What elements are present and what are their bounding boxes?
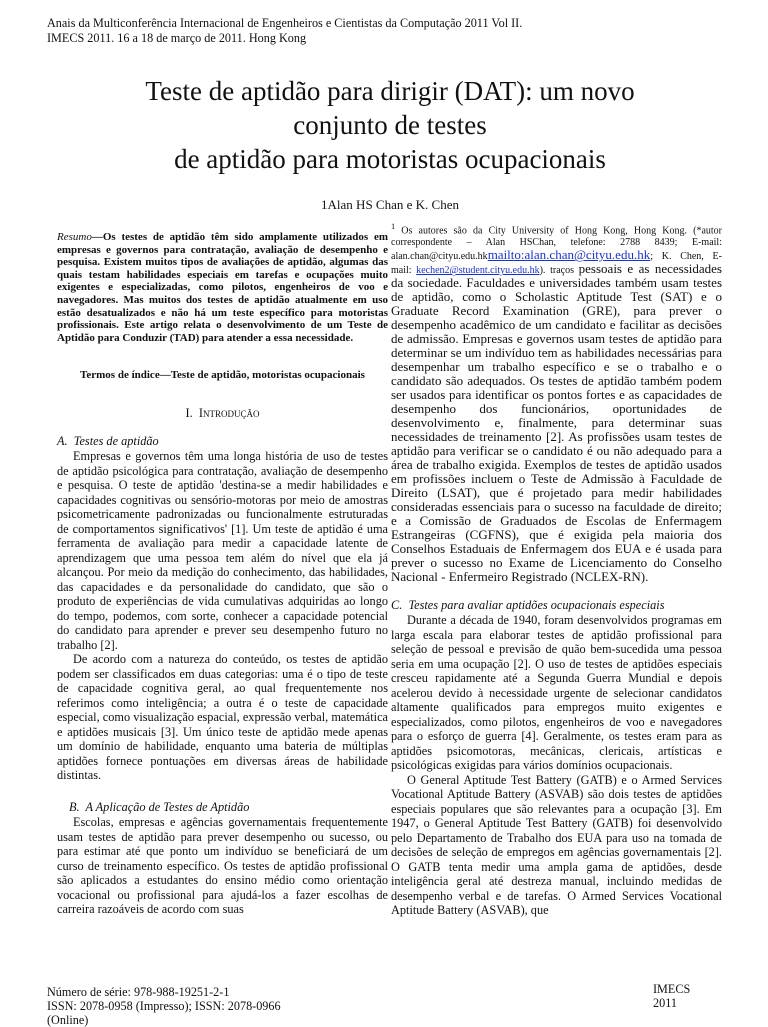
subsection-c-label: C. — [391, 598, 403, 612]
footnote-text: Os autores são da City University of Hong Kong, Hong Kong. (*autor correspondente – Alan HSChan, telefone: 2788 8439; E-mail: alan.chan@cityu.edu.hk — [391, 225, 722, 263]
title-line-2: conjunto de testes — [293, 110, 487, 140]
paragraph: Empresas e governos têm uma longa história de uso de testes de aptidão psicológica para contratação, avaliação de desempenho e pesquisa. O teste de aptidão 'destina-se a medir habilidades e capacidades cognitivas ou sensório-motoras por meio de amostras psicometricamente padronizadas ou funcionalmente estruturadas de comportamentos significativos' [1]. Um teste de aptidão é uma ferramenta de avaliação para medir a capacidade latente de aprendizagem que uma pessoa tem além do nível que ela já alcançou. Por meio da medição do conhecimento, das habilidades, das capacidades e da personalidade do candidato, que são o produto de experiências de vida cumulativas adquiridas ao longo do tempo, podemos, com sorte, conhecer a capacidade potencial do candidato para aprender e prever seu desempenho futuro no trabalho [2]. — [57, 449, 388, 652]
subsection-a-block — [57, 434, 388, 783]
paper-title — [70, 74, 710, 176]
title-line-1: Teste de aptidão para dirigir (DAT): um novo — [145, 76, 635, 106]
footnote-text: ). traços — [539, 265, 579, 277]
section-heading-1 — [57, 406, 388, 421]
section-title: Introdução — [198, 406, 260, 420]
footnote-mark: 1 — [391, 222, 396, 231]
serial-number: Número de série: 978-988-19251-2-1 — [47, 985, 230, 999]
authors: 1Alan HS Chan e K. Chen — [321, 197, 459, 212]
subsection-c-heading — [391, 598, 722, 613]
footnote-text: ; K. Chen, E-mail: — [391, 251, 722, 277]
running-header — [47, 16, 522, 46]
section-number: I. — [185, 406, 193, 420]
subsection-c-block — [391, 598, 722, 918]
subsection-b-heading — [57, 800, 388, 815]
abstract-label: Resumo — [57, 231, 92, 243]
abstract — [57, 231, 388, 344]
paragraph: De acordo com a natureza do conteúdo, os testes de aptidão podem ser classificados em duas categorias: uma é o tipo de teste de capacidade cognitiva geral, ao qual frequentemente nos referimos como inteligência; a outra é o teste de capacidade especial, como visualização espacial, expressão verbal, matemática e aptidões musicais [3]. Um único teste de aptidão mede apenas um domínio de habilidade, enquanto uma bateria de múltiplas aptidões fornece pontuações em diversas áreas de habilidade distintas. — [57, 652, 388, 782]
subsection-b-block — [57, 800, 388, 917]
issn: ISSN: 2078-0958 (Impresso); ISSN: 2078-0966 — [47, 999, 281, 1013]
paragraph-continued: pessoais e as necessidades da sociedade. Faculdades e universidades também usam testes de aptidão, como o Scholastic Aptitude Test (SAT) e o Graduate Record Examination (GRE), para prever o desempenho acadêmico de um candidato e facilitar as decisões de admissão. Empresas e governos usam testes de aptidão para determinar se um indivíduo tem as habilidades necessárias para desempenhar um trabalho específico e se o trabalho e o candidato são adequados. Os testes de aptidão também podem ser usados para identificar os pontos fortes e as capacidades de desempenho dos funcionários, oportunidades de desenvolvimento e, finalmente, para determinar suas necessidades de treinamento [2]. As profissões usam testes de aptidão para verificar se o candidato é ou não adequado para a área de trabalho exigida. Exemplos de testes de aptidão usados em profissões incluem o Teste de Admissão à Faculdade de Direito (LSAT), que é projetado para medir habilidades consideradas essenciais para o sucesso na faculdade de direito; e a Comissão de Graduados de Escolas de Enfermagem Estrangeiras (CGFNS), que é exigida pela maioria dos Conselhos Estaduais de Enfermagem dos EUA e é usada para prever o sucesso no Exame de Licenciamento do Conselho Nacional - Enfermeiro Registrado (NCLEX-RN). — [391, 261, 722, 585]
subsection-b-title: A Aplicação de Testes de Aptidão — [85, 800, 250, 814]
subsection-a-label: A. — [57, 434, 68, 448]
subsection-b-label: B. — [69, 800, 80, 814]
header-line-1: Anais da Multiconferência Internacional de Engenheiros e Cientistas da Computação 2011 Vol II. — [47, 16, 523, 30]
paragraph: Durante a década de 1940, foram desenvolvidos programas em larga escala para elaborar testes de aptidão profissional para seleção de pessoal e previsão de quão bem-sucedida uma pessoa seria em uma ocupação [2]. O uso de testes de aptidões especiais cresceu rapidamente até a Segunda Guerra Mundial e depois acelerou devido à necessidade urgente de selecionar candidatos altamente qualificados para empregos muito exigentes e especializados, como pilotos, engenheiros de voo e navegadores para o esforço de guerra [4]. Geralmente, os testes eram para as aptidões psicomotoras, mecânicas, clericais, artísticas e psicológicas exigidas para vários domínios ocupacionais. — [391, 613, 722, 772]
footer-conference: IMECS — [653, 982, 691, 996]
title-line-3: de aptidão para motoristas ocupacionais — [174, 144, 606, 174]
subsection-a-heading — [57, 434, 388, 449]
header-line-2: IMECS 2011. 16 a 18 de março de 2011. Hong Kong — [47, 31, 307, 45]
subsection-c-title: Testes para avaliar aptidões ocupacionais especiais — [408, 598, 665, 612]
index-terms: Termos de índice—Teste de aptidão, motoristas ocupacionais — [80, 369, 365, 381]
email-link-1[interactable]: mailto:alan.chan@cityu.edu.hk — [487, 247, 651, 263]
paragraph: O General Aptitude Test Battery (GATB) e o Armed Services Vocational Aptitude Battery (ASVAB) são dois testes de aptidões especiais populares que são relevantes para a ocupação [3]. Em 1947, o General Aptitude Test Battery (GATB) foi desenvolvido pelo Departamento de Trabalho dos EUA para uso na tomada de decisões de seleção de empregos em agências governamentais [2]. O GATB tenta medir uma ampla gama de aptidões, desde inteligência geral até destreza manual, incluindo medidas de desempenho verbal e de tarefas. O Armed Services Vocational Aptitude Battery (ASVAB), que — [391, 772, 722, 917]
email-link-2[interactable]: kechen2@student.cityu.edu.hk — [416, 265, 540, 277]
footer-left — [47, 985, 281, 1027]
footer-right — [653, 982, 690, 1010]
abstract-text: —Os testes de aptidão têm sido amplamente utilizados em empresas e governos para contratação, avaliação de desempenho e pesquisa. Existem muitos tipos de avaliações de aptidão, algumas das quais testam habilidades especiais em tarefas e ocupações muito exigentes e especializadas, como pilotos, engenheiros de voo e navegadores. Mas muitos dos testes de aptidão atualmente em uso estão desatualizados e não há um teste específico para motoristas profissionais. Este artigo relata o desenvolvimento de um Teste de Aptidão para Conduzir (TAD) para atender a essa necessidade. — [57, 231, 388, 344]
footnote — [391, 221, 722, 585]
subsection-a-title: Testes de aptidão — [73, 434, 159, 448]
issn-online: (Online) — [47, 1013, 89, 1027]
footer-year: 2011 — [653, 996, 677, 1010]
paragraph: Escolas, empresas e agências governamentais frequentemente usam testes de aptidão para prever desempenho ou sucesso, ou para estimar até que ponto um indivíduo se beneficiará de um curso de treinamento específico. Os testes de aptidão profissional são aplicados a estudantes do ensino médio como orientação vocacional ou profissional para ajudá-los a fazer escolhas de carreira razoáveis de acordo com suas — [57, 815, 388, 916]
